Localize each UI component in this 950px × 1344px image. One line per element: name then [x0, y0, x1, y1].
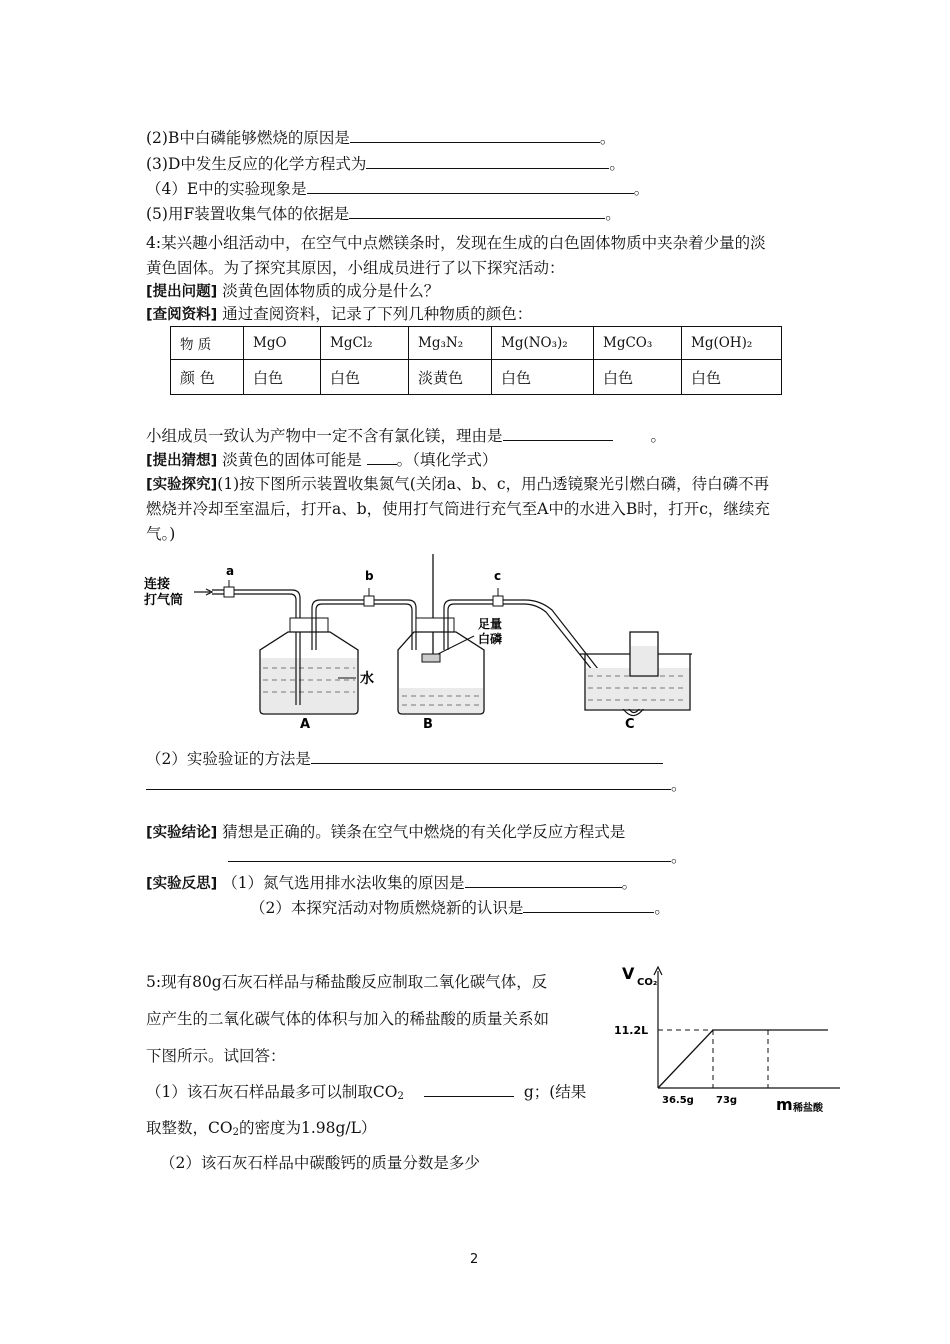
tube [212, 594, 296, 650]
x-tick-label: 36.5g [662, 1095, 694, 1106]
q3-item-5-text: (5)用F装置收集气体的依据是 [146, 205, 350, 223]
answer-blank[interactable] [311, 749, 663, 764]
table-cell: 白色 [682, 360, 782, 395]
guess-end: 。（填化学式） [396, 451, 498, 469]
valve-b-icon [364, 596, 374, 606]
q3-item-4-text: （4）E中的实验现象是 [146, 180, 307, 198]
q3-item-3-text: (3)D中发生反应的化学方程式为 [146, 155, 367, 173]
table-cell: 白色 [321, 360, 409, 395]
pump-label-2: 打气筒 [144, 593, 184, 608]
period: 。 [609, 155, 625, 173]
table-cell: MgCl₂ [321, 327, 409, 360]
co2-volume-chart [600, 955, 850, 1125]
answer-blank[interactable] [146, 775, 671, 790]
answer-blank[interactable] [465, 873, 622, 888]
apparatus-diagram [140, 550, 700, 736]
question-text: 取整数，CO [146, 1119, 233, 1137]
page-number: 2 [470, 1252, 479, 1267]
q3-item-3 [146, 154, 625, 174]
row-header: 颜 色 [171, 360, 244, 395]
q4-explore-line-1 [146, 474, 769, 495]
q5-text-2: 应产生的二氧化碳气体的体积与加入的稀盐酸的质量关系如 [146, 1010, 550, 1028]
q4-reference [146, 304, 532, 325]
q3-item-2 [146, 128, 615, 148]
q5-question-2: （2）该石灰石样品中碳酸钙的质量分数是多少 [160, 1154, 480, 1172]
row-header: 物 质 [171, 327, 244, 360]
period: 。 [650, 427, 667, 445]
table-cell: 白色 [492, 360, 594, 395]
answer-blank[interactable] [228, 847, 671, 862]
answer-blank[interactable] [307, 179, 634, 194]
q5-question-1 [146, 1082, 586, 1107]
reflect-text: （1）氮气选用排水法收集的原因是 [217, 874, 465, 892]
water-icon [631, 646, 657, 675]
q4-guess [146, 450, 497, 471]
water-icon [261, 658, 357, 713]
q3-item-4 [146, 179, 649, 199]
ask-text: 淡黄色固体物质的成分是什么？ [217, 282, 440, 300]
question-text: （1）该石灰石样品最多可以制取CO [146, 1083, 398, 1101]
table-cell: Mg₃N₂ [409, 327, 492, 360]
period: 。 [599, 129, 616, 147]
answer-blank[interactable] [424, 1082, 514, 1097]
valve-c-label: c [494, 569, 502, 583]
valve-c-icon [493, 596, 503, 606]
stopper [290, 618, 328, 632]
answer-blank[interactable] [367, 450, 397, 465]
y-axis-label-sub: CO₂ [637, 977, 658, 988]
period: 。 [671, 848, 687, 866]
q5-text-1: 5:现有80g石灰石样品与稀盐酸反应制取二氧化碳气体，反 [146, 973, 548, 991]
reference-text: 通过查阅资料，记录了下列几种物质的颜色： [217, 305, 533, 323]
section-label: [实验结论] [146, 825, 218, 841]
section-label: [实验探究] [146, 477, 218, 493]
q4-explore-line-3: 气。) [146, 525, 176, 543]
period: 。 [633, 180, 650, 198]
section-label: [查阅资料] [146, 307, 218, 323]
section-label: [提出猜想] [146, 453, 218, 469]
chart-marks [658, 1030, 828, 1088]
substance-color-table [170, 326, 782, 395]
period: 。 [605, 205, 621, 223]
q4-explore-line-2: 燃烧并冷却至室温后，打开a、b，使用打气筒进行充气至A中的水进入B时，打开c，继续充 [146, 500, 770, 518]
answer-blank[interactable] [366, 154, 609, 169]
table-cell: 白色 [244, 360, 321, 395]
q4-reflect-2 [250, 898, 670, 918]
q5-question-1-line-2 [146, 1118, 376, 1143]
subscript: 2 [397, 1091, 404, 1102]
bottle-a-label: A [300, 717, 311, 732]
pump-label-1: 连接 [144, 577, 171, 592]
table-row [171, 327, 782, 360]
water-label: 水 [360, 671, 374, 687]
table-cell: 淡黄色 [409, 360, 492, 395]
answer-blank[interactable] [503, 426, 613, 441]
subscript: 2 [232, 1127, 239, 1138]
question-text: g；(结果 [523, 1083, 587, 1101]
water-icon [399, 688, 483, 713]
bottle-b-label: B [423, 717, 433, 732]
explore-text: (1)按下图所示装置收集氮气(关闭a、b、c，用凸透镜聚光引燃白磷，待白磷不再 [217, 475, 770, 493]
table-cell: 白色 [594, 360, 682, 395]
reflect-text: （2）本探究活动对物质燃烧新的认识是 [250, 899, 524, 917]
valve-b-label: b [365, 569, 374, 583]
co2-volume-line [658, 1030, 828, 1088]
q4-conclusion [146, 822, 625, 843]
q5-text-3: 下图所示。试回答： [146, 1047, 286, 1065]
guess-text: 淡黄色的固体可能是 [217, 451, 367, 469]
verify-text: （2）实验验证的方法是 [146, 750, 311, 768]
q4-intro-line-1: 4:某兴趣小组活动中，在空气中点燃镁条时，发现在生成的白色固体物质中夹杂着少量的淡 [146, 234, 766, 252]
question-text: 的密度为1.98g/L） [238, 1119, 377, 1137]
q4-ask [146, 281, 439, 302]
q4-intro-line-2: 黄色固体。为了探究其原因，小组成员进行了以下探究活动： [146, 259, 565, 277]
table-cell: Mg(OH)₂ [682, 327, 782, 360]
q4-verify-line-2 [146, 775, 687, 795]
x-tick-label: 73g [716, 1095, 738, 1106]
valve-a-icon [224, 587, 234, 597]
conclusion-text: 猜想是正确的。镁条在空气中燃烧的有关化学反应方程式是 [217, 823, 626, 841]
x-axis-label: m [776, 1095, 793, 1114]
q3-item-2-text: (2)B中白磷能够燃烧的原因是 [146, 129, 350, 147]
table-cell: MgCO₃ [594, 327, 682, 360]
table-cell: MgO [244, 327, 321, 360]
section-label: [实验反思] [146, 876, 218, 892]
period: 。 [671, 776, 687, 794]
y-axis-label: V [622, 964, 635, 983]
x-axis-label-sub: 稀盐酸 [793, 1103, 823, 1114]
phosphorus-label-2: 白磷 [478, 632, 503, 646]
table-cell: Mg(NO₃)₂ [492, 327, 594, 360]
tube [316, 604, 412, 650]
table-row [171, 360, 782, 395]
y-tick-label: 11.2L [614, 1024, 649, 1037]
valve-a-label: a [226, 564, 235, 578]
phosphorus-icon [422, 654, 440, 662]
q4-reflect-1 [146, 873, 637, 894]
answer-blank[interactable] [350, 128, 600, 143]
answer-blank[interactable] [349, 204, 605, 219]
q4-conclusion-blank [228, 847, 687, 867]
answer-blank[interactable] [523, 898, 654, 913]
q4-verify-line-1 [146, 749, 663, 769]
q4-consensus [146, 426, 666, 446]
q3-item-5 [146, 204, 621, 224]
consensus-text: 小组成员一致认为产物中一定不含有氯化镁，理由是 [146, 427, 503, 445]
trough-c-label: C [625, 717, 635, 732]
section-label: [提出问题] [146, 284, 218, 300]
period: 。 [621, 874, 638, 892]
period: 。 [654, 899, 670, 917]
phosphorus-label-1: 足量 [478, 617, 503, 631]
tube [212, 590, 300, 650]
